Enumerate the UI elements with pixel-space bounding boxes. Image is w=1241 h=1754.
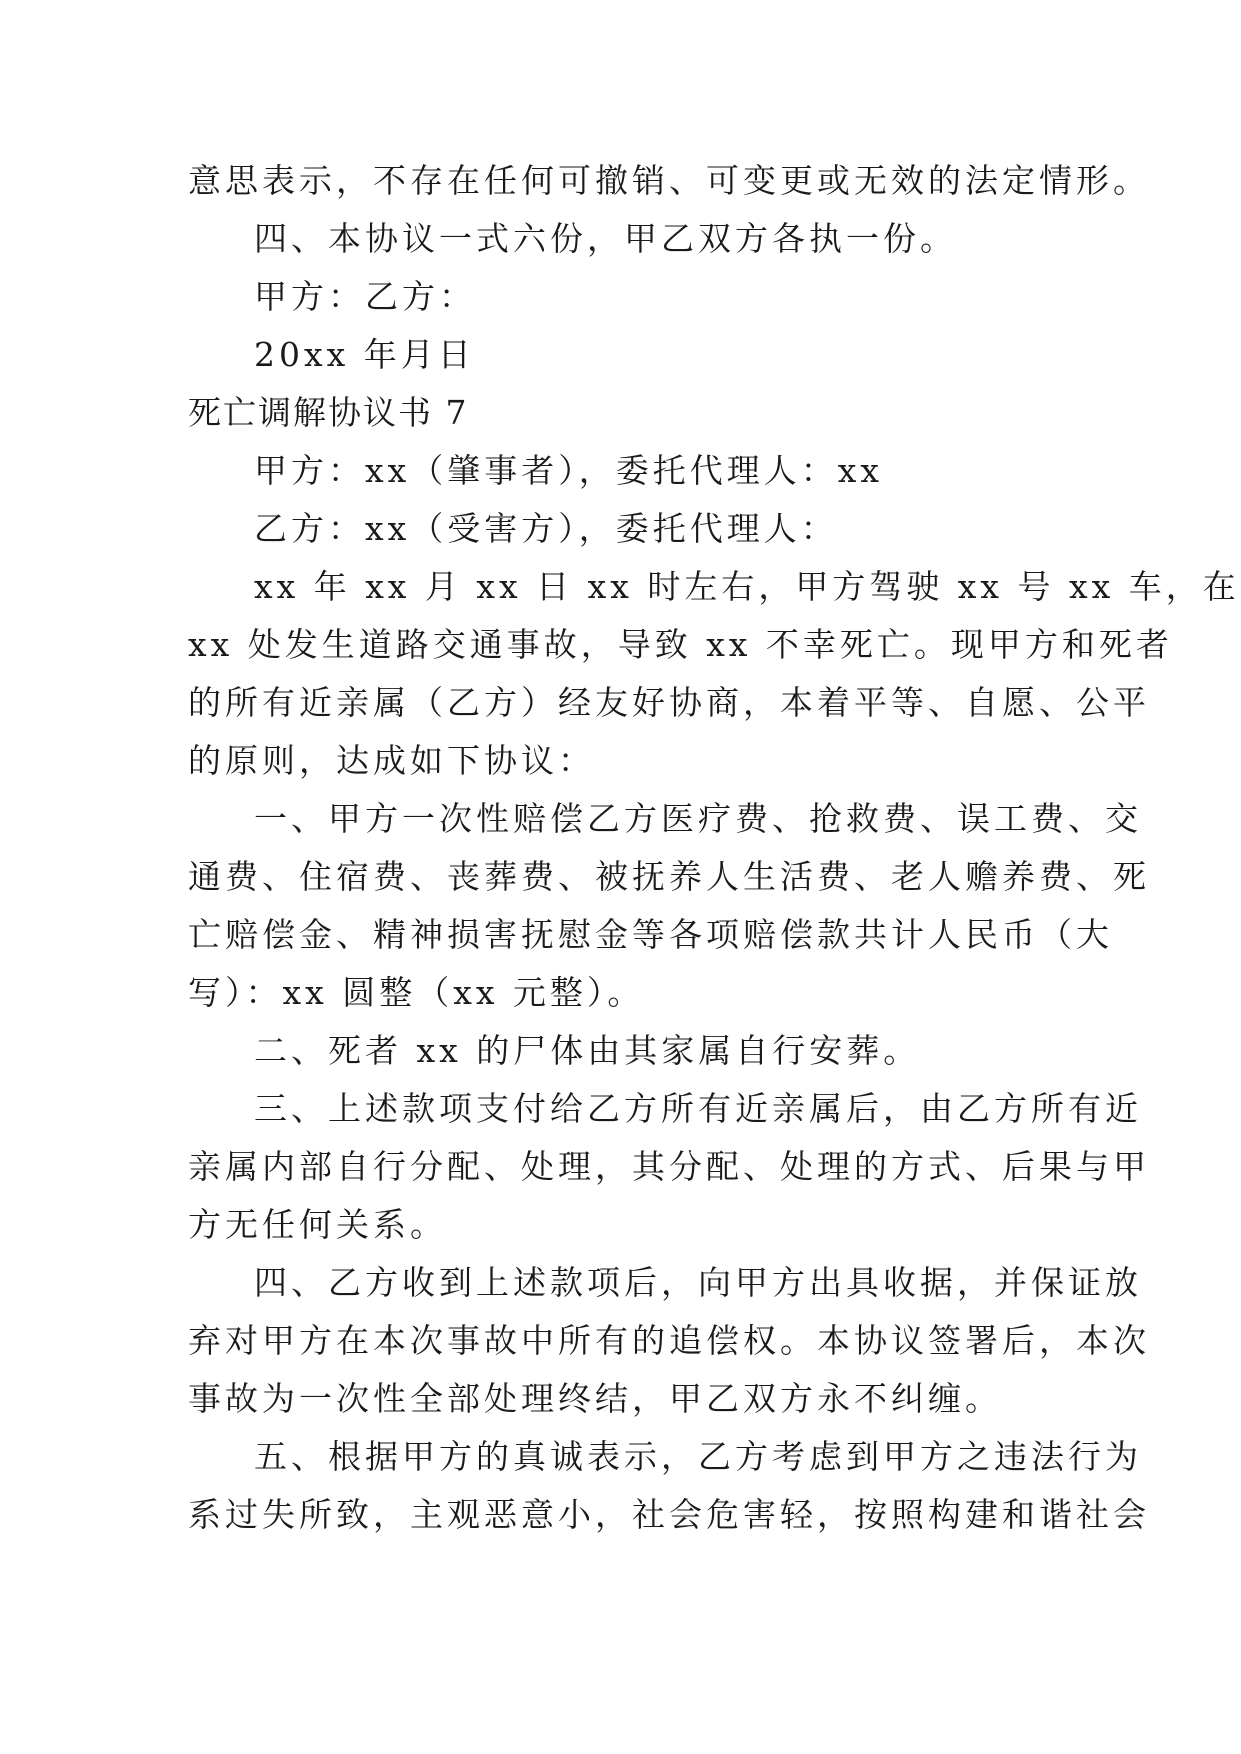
text-line: xx 处发生道路交通事故，导致 xx 不幸死亡。现甲方和死者 — [188, 625, 1173, 664]
text-line: 亡赔偿金、精神损害抚慰金等各项赔偿款共计人民币（大 — [188, 915, 1113, 954]
text-line: 的所有近亲属（乙方）经友好协商，本着平等、自愿、公平 — [188, 683, 1150, 722]
text-line: xx 年 xx 月 xx 日 xx 时左右，甲方驾驶 xx 号 xx 车，在 — [254, 567, 1240, 606]
text-line: 方无任何关系。 — [188, 1205, 447, 1244]
date-line: 20xx 年月日 — [254, 335, 475, 374]
text-line: 意思表示，不存在任何可撤销、可变更或无效的法定情形。 — [188, 161, 1150, 200]
text-line: 一、甲方一次性赔偿乙方医疗费、抢救费、误工费、交 — [254, 799, 1142, 838]
text-line: 四、乙方收到上述款项后，向甲方出具收据，并保证放 — [254, 1263, 1142, 1302]
text-line: 通费、住宿费、丧葬费、被抚养人生活费、老人赡养费、死 — [188, 857, 1150, 896]
party-b-line: 乙方：xx（受害方），委托代理人： — [254, 509, 838, 548]
text-line: 五、根据甲方的真诚表示，乙方考虑到甲方之违法行为 — [254, 1437, 1142, 1476]
section-title: 死亡调解协议书 7 — [188, 393, 469, 432]
text-line: 亲属内部自行分配、处理，其分配、处理的方式、后果与甲 — [188, 1147, 1150, 1186]
text-line: 事故为一次性全部处理终结，甲乙双方永不纠缠。 — [188, 1379, 1002, 1418]
party-a-line: 甲方：xx（肇事者），委托代理人：xx — [254, 451, 883, 490]
text-line: 弃对甲方在本次事故中所有的追偿权。本协议签署后，本次 — [188, 1321, 1150, 1360]
text-line: 的原则，达成如下协议： — [188, 741, 595, 780]
text-line: 三、上述款项支付给乙方所有近亲属后，由乙方所有近 — [254, 1089, 1142, 1128]
signature-line: 甲方：乙方： — [254, 277, 476, 316]
text-line: 四、本协议一式六份，甲乙双方各执一份。 — [254, 219, 957, 258]
text-line: 二、死者 xx 的尸体由其家属自行安葬。 — [254, 1031, 921, 1070]
document-body — [188, 152, 1240, 1544]
text-line: 写）：xx 圆整（xx 元整）。 — [188, 973, 645, 1012]
text-line: 系过失所致，主观恶意小，社会危害轻，按照构建和谐社会 — [188, 1495, 1150, 1534]
